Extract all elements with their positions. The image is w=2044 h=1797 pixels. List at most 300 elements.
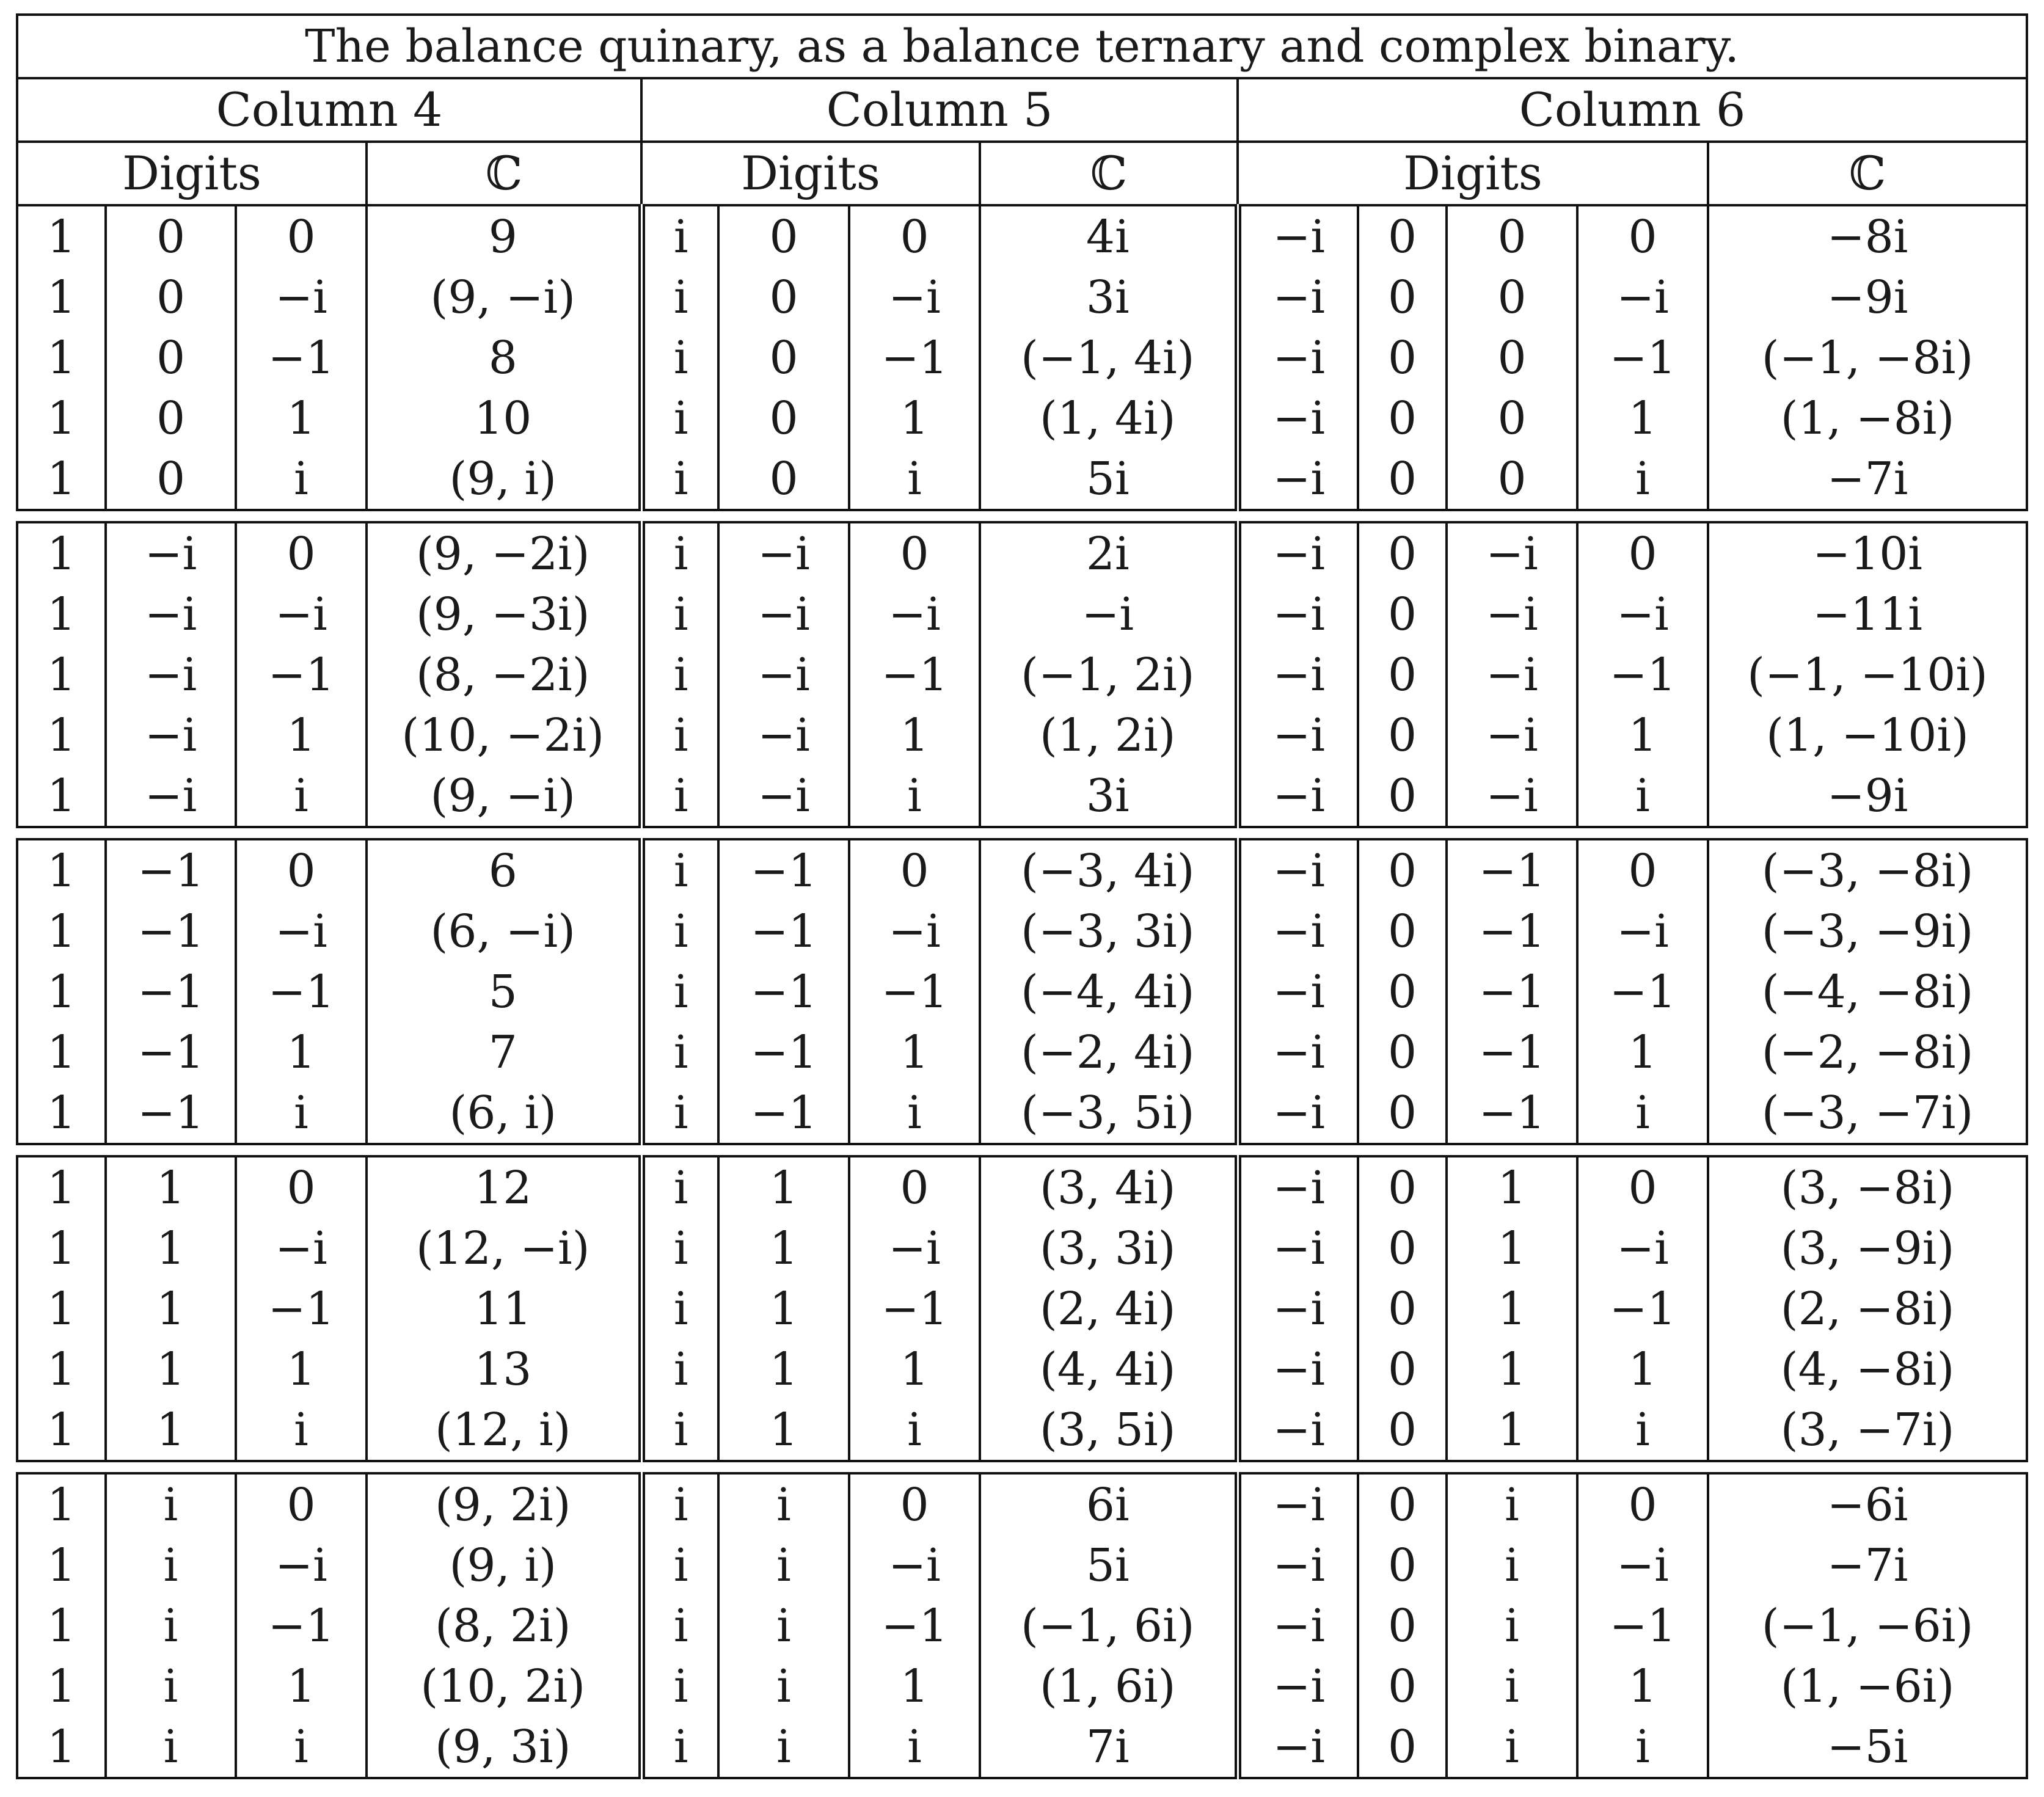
c6-digit-1-cell: −i [1238,765,1358,827]
c4-digit-1-cell: 1 [17,644,106,705]
c6-digit-1-cell: −i [1238,388,1358,448]
table-row [17,1399,2027,1461]
column-6-digits-header: Digits [1238,142,1708,205]
c5-digit-2-cell: i [718,1473,849,1535]
c6-digit-3-cell: −i [1447,522,1577,584]
c6-complex-cell: −10i [1708,522,2027,584]
c5-digit-1-cell: i [641,1156,718,1218]
c6-digit-2-cell: 0 [1358,644,1447,705]
group-separator [17,1144,2027,1156]
c6-digit-4-cell: −1 [1577,644,1708,705]
c6-digit-2-cell: 0 [1358,584,1447,644]
c6-digit-4-cell: 1 [1577,1656,1708,1716]
c5-digit-2-cell: 0 [718,327,849,388]
c6-complex-cell: −8i [1708,205,2027,267]
c5-digit-2-cell: i [718,1656,849,1716]
c6-complex-cell: −9i [1708,765,2027,827]
c6-complex-cell: (−1, −6i) [1708,1595,2027,1656]
c4-complex-cell: (6, −i) [367,901,641,961]
c6-digit-4-cell: 0 [1577,522,1708,584]
c6-digit-4-cell: −1 [1577,1595,1708,1656]
row-group [17,205,2027,510]
c5-digit-1-cell: i [641,1473,718,1535]
c4-digit-3-cell: i [236,765,367,827]
quinary-table-frame [16,13,2026,1779]
c6-digit-3-cell: 0 [1447,388,1577,448]
c4-digit-2-cell: −1 [106,901,236,961]
c5-complex-cell: (−1, 4i) [980,327,1238,388]
c5-digit-1-cell: i [641,448,718,510]
c4-digit-3-cell: 1 [236,1022,367,1082]
c5-digit-2-cell: −1 [718,1022,849,1082]
c4-digit-2-cell: 0 [106,205,236,267]
c5-complex-cell: (3, 5i) [980,1399,1238,1461]
c4-digit-3-cell: −1 [236,644,367,705]
c6-complex-cell: −5i [1708,1716,2027,1778]
c6-complex-cell: (−3, −8i) [1708,839,2027,901]
c4-complex-cell: (10, 2i) [367,1656,641,1716]
c4-digit-1-cell: 1 [17,1473,106,1535]
c5-digit-3-cell: −i [849,1218,980,1278]
column-4-digits-header: Digits [17,142,367,205]
c6-digit-1-cell: −i [1238,1339,1358,1399]
row-group [17,1473,2027,1778]
c6-complex-cell: (3, −8i) [1708,1156,2027,1218]
c5-complex-cell: 2i [980,522,1238,584]
c6-digit-4-cell: i [1577,448,1708,510]
c5-digit-1-cell: i [641,705,718,765]
c5-digit-2-cell: −1 [718,961,849,1022]
c4-digit-1-cell: 1 [17,522,106,584]
c5-digit-3-cell: 0 [849,1473,980,1535]
c6-digit-3-cell: 0 [1447,448,1577,510]
c4-digit-3-cell: 0 [236,1473,367,1535]
c6-digit-4-cell: −1 [1577,1278,1708,1339]
c4-digit-2-cell: −1 [106,1022,236,1082]
column-5-digits-header: Digits [641,142,980,205]
c5-digit-2-cell: 0 [718,388,849,448]
c6-digit-3-cell: 1 [1447,1399,1577,1461]
c5-digit-1-cell: i [641,1022,718,1082]
c5-digit-3-cell: −1 [849,1278,980,1339]
c6-digit-2-cell: 0 [1358,522,1447,584]
c6-digit-1-cell: −i [1238,1716,1358,1778]
c4-digit-3-cell: −1 [236,327,367,388]
c6-complex-cell: (4, −8i) [1708,1339,2027,1399]
c4-digit-2-cell: 0 [106,388,236,448]
c4-digit-1-cell: 1 [17,584,106,644]
c4-digit-2-cell: 1 [106,1218,236,1278]
c5-digit-2-cell: −i [718,765,849,827]
c6-digit-4-cell: i [1577,1399,1708,1461]
c4-digit-3-cell: 0 [236,522,367,584]
c6-digit-4-cell: i [1577,1716,1708,1778]
c4-digit-1-cell: 1 [17,1535,106,1595]
c4-complex-cell: 9 [367,205,641,267]
c6-digit-1-cell: −i [1238,961,1358,1022]
c5-complex-cell: 3i [980,267,1238,327]
c4-digit-3-cell: −1 [236,961,367,1022]
c6-digit-2-cell: 0 [1358,1022,1447,1082]
c6-digit-3-cell: i [1447,1656,1577,1716]
row-group [17,839,2027,1144]
c4-complex-cell: 13 [367,1339,641,1399]
c6-digit-2-cell: 0 [1358,765,1447,827]
column-6-header: Column 6 [1238,78,2027,142]
c5-complex-cell: −i [980,584,1238,644]
table-row [17,1082,2027,1144]
c6-digit-2-cell: 0 [1358,205,1447,267]
c4-complex-cell: (8, 2i) [367,1595,641,1656]
c4-digit-2-cell: −i [106,644,236,705]
c6-complex-cell: −6i [1708,1473,2027,1535]
c6-digit-1-cell: −i [1238,839,1358,901]
c4-digit-2-cell: i [106,1716,236,1778]
c5-digit-3-cell: −i [849,1535,980,1595]
c6-digit-4-cell: −i [1577,584,1708,644]
c6-digit-3-cell: −1 [1447,1082,1577,1144]
c5-complex-cell: (1, 4i) [980,388,1238,448]
c5-complex-cell: 6i [980,1473,1238,1535]
c5-digit-1-cell: i [641,1595,718,1656]
c5-digit-1-cell: i [641,388,718,448]
c6-digit-1-cell: −i [1238,705,1358,765]
c4-complex-cell: 10 [367,388,641,448]
c5-digit-3-cell: i [849,765,980,827]
column-5-header: Column 5 [641,78,1238,142]
c4-digit-3-cell: 0 [236,1156,367,1218]
c4-complex-cell: (9, 3i) [367,1716,641,1778]
c6-complex-cell: (1, −6i) [1708,1656,2027,1716]
c5-digit-2-cell: −1 [718,839,849,901]
c4-digit-2-cell: −i [106,584,236,644]
c5-complex-cell: (−3, 3i) [980,901,1238,961]
c6-complex-cell: (−1, −10i) [1708,644,2027,705]
c4-digit-2-cell: −1 [106,1082,236,1144]
c4-digit-2-cell: i [106,1656,236,1716]
c6-digit-2-cell: 0 [1358,1339,1447,1399]
c5-digit-1-cell: i [641,584,718,644]
c6-digit-2-cell: 0 [1358,1535,1447,1595]
c5-digit-3-cell: i [849,1082,980,1144]
c5-complex-cell: (−3, 4i) [980,839,1238,901]
c5-complex-cell: (3, 4i) [980,1156,1238,1218]
c4-digit-2-cell: −1 [106,839,236,901]
c6-digit-1-cell: −i [1238,1082,1358,1144]
c5-complex-cell: (−2, 4i) [980,1022,1238,1082]
c4-digit-1-cell: 1 [17,448,106,510]
c6-digit-2-cell: 0 [1358,705,1447,765]
column-5-complex-header: ℂ [980,142,1238,205]
c6-digit-1-cell: −i [1238,448,1358,510]
c5-digit-3-cell: 1 [849,705,980,765]
c6-digit-3-cell: 1 [1447,1156,1577,1218]
c4-digit-2-cell: 1 [106,1278,236,1339]
table-row [17,644,2027,705]
c5-digit-3-cell: i [849,1716,980,1778]
c6-digit-1-cell: −i [1238,901,1358,961]
c5-digit-1-cell: i [641,327,718,388]
c6-complex-cell: −9i [1708,267,2027,327]
table-row [17,388,2027,448]
c5-digit-3-cell: 0 [849,205,980,267]
c6-digit-4-cell: 0 [1577,1156,1708,1218]
c5-digit-3-cell: −i [849,267,980,327]
c5-digit-3-cell: −1 [849,327,980,388]
c4-digit-1-cell: 1 [17,1278,106,1339]
c6-digit-3-cell: −i [1447,644,1577,705]
balance-quinary-table [16,13,2028,1779]
c5-complex-cell: 3i [980,765,1238,827]
c6-digit-1-cell: −i [1238,205,1358,267]
c5-digit-3-cell: 1 [849,1656,980,1716]
c6-digit-3-cell: 0 [1447,267,1577,327]
c5-digit-2-cell: −i [718,584,849,644]
c4-digit-3-cell: 0 [236,205,367,267]
c5-digit-3-cell: 1 [849,1339,980,1399]
c5-digit-2-cell: −i [718,705,849,765]
c5-digit-1-cell: i [641,1339,718,1399]
c5-digit-3-cell: −1 [849,644,980,705]
c4-digit-3-cell: 0 [236,839,367,901]
c6-digit-1-cell: −i [1238,1473,1358,1535]
c6-digit-2-cell: 0 [1358,1716,1447,1778]
c4-complex-cell: (9, 2i) [367,1473,641,1535]
table-row [17,765,2027,827]
c6-digit-2-cell: 0 [1358,327,1447,388]
c6-digit-3-cell: −i [1447,705,1577,765]
c6-complex-cell: (3, −9i) [1708,1218,2027,1278]
c5-digit-3-cell: 0 [849,522,980,584]
row-group [17,1156,2027,1461]
c5-digit-2-cell: 1 [718,1156,849,1218]
c4-complex-cell: 8 [367,327,641,388]
table-row [17,705,2027,765]
c4-complex-cell: (9, −i) [367,267,641,327]
c5-digit-2-cell: i [718,1595,849,1656]
c5-complex-cell: 5i [980,1535,1238,1595]
c4-digit-1-cell: 1 [17,765,106,827]
c6-complex-cell: −7i [1708,448,2027,510]
c6-digit-4-cell: −1 [1577,327,1708,388]
c4-digit-1-cell: 1 [17,1339,106,1399]
c5-digit-3-cell: i [849,1399,980,1461]
c4-complex-cell: (6, i) [367,1082,641,1144]
c4-complex-cell: 5 [367,961,641,1022]
row-group [17,522,2027,827]
c5-complex-cell: (4, 4i) [980,1339,1238,1399]
c6-digit-2-cell: 0 [1358,1473,1447,1535]
c6-digit-3-cell: −i [1447,765,1577,827]
c6-digit-3-cell: 0 [1447,327,1577,388]
c4-complex-cell: (9, −i) [367,765,641,827]
c6-digit-4-cell: 1 [1577,388,1708,448]
c6-digit-2-cell: 0 [1358,1278,1447,1339]
c5-digit-2-cell: i [718,1716,849,1778]
c5-digit-2-cell: −1 [718,901,849,961]
c6-digit-3-cell: i [1447,1716,1577,1778]
c4-digit-2-cell: 1 [106,1339,236,1399]
c5-digit-3-cell: −1 [849,1595,980,1656]
c4-complex-cell: (12, −i) [367,1218,641,1278]
c4-digit-3-cell: i [236,1716,367,1778]
c6-digit-2-cell: 0 [1358,961,1447,1022]
c6-digit-1-cell: −i [1238,1022,1358,1082]
c5-digit-2-cell: 1 [718,1339,849,1399]
c4-digit-1-cell: 1 [17,1156,106,1218]
table-row [17,1339,2027,1399]
table-row [17,1218,2027,1278]
c6-digit-2-cell: 0 [1358,1082,1447,1144]
c5-complex-cell: (3, 3i) [980,1218,1238,1278]
c6-digit-3-cell: 1 [1447,1339,1577,1399]
c6-digit-2-cell: 0 [1358,1399,1447,1461]
c4-digit-1-cell: 1 [17,1082,106,1144]
c4-complex-cell: 11 [367,1278,641,1339]
c4-digit-1-cell: 1 [17,327,106,388]
c4-digit-3-cell: i [236,1082,367,1144]
c4-digit-1-cell: 1 [17,1399,106,1461]
c6-complex-cell: (1, −8i) [1708,388,2027,448]
c4-digit-3-cell: −1 [236,1595,367,1656]
c4-complex-cell: (9, −3i) [367,584,641,644]
c6-digit-3-cell: 1 [1447,1278,1577,1339]
c4-digit-1-cell: 1 [17,901,106,961]
c6-complex-cell: −7i [1708,1535,2027,1595]
c4-digit-3-cell: −i [236,901,367,961]
c6-digit-1-cell: −i [1238,327,1358,388]
c5-complex-cell: 7i [980,1716,1238,1778]
column-4-complex-header: ℂ [367,142,641,205]
c4-complex-cell: (8, −2i) [367,644,641,705]
c6-digit-4-cell: −i [1577,901,1708,961]
c4-digit-3-cell: 1 [236,1339,367,1399]
c6-digit-3-cell: −i [1447,584,1577,644]
c6-digit-4-cell: −1 [1577,961,1708,1022]
c4-digit-3-cell: 1 [236,705,367,765]
c4-digit-1-cell: 1 [17,705,106,765]
c4-digit-2-cell: i [106,1473,236,1535]
c6-digit-1-cell: −i [1238,267,1358,327]
c6-digit-3-cell: i [1447,1473,1577,1535]
table-row [17,448,2027,510]
c4-digit-2-cell: −i [106,705,236,765]
c6-complex-cell: −11i [1708,584,2027,644]
c6-digit-4-cell: 0 [1577,839,1708,901]
c6-digit-1-cell: −i [1238,644,1358,705]
c5-complex-cell: 4i [980,205,1238,267]
table-row [17,1473,2027,1535]
c5-digit-3-cell: −i [849,584,980,644]
table-row [17,1535,2027,1595]
c6-digit-2-cell: 0 [1358,901,1447,961]
c4-complex-cell: (9, −2i) [367,522,641,584]
c5-digit-1-cell: i [641,961,718,1022]
table-row [17,839,2027,901]
c4-digit-3-cell: i [236,448,367,510]
c5-digit-1-cell: i [641,205,718,267]
c6-digit-4-cell: 1 [1577,1339,1708,1399]
c5-digit-2-cell: −1 [718,1082,849,1144]
c5-digit-2-cell: −i [718,522,849,584]
c5-digit-1-cell: i [641,765,718,827]
c4-digit-2-cell: −i [106,765,236,827]
c6-digit-1-cell: −i [1238,1595,1358,1656]
c6-digit-3-cell: i [1447,1535,1577,1595]
c5-digit-3-cell: −1 [849,961,980,1022]
c4-digit-2-cell: 0 [106,267,236,327]
c6-digit-4-cell: 1 [1577,705,1708,765]
c5-complex-cell: (−4, 4i) [980,961,1238,1022]
c5-complex-cell: (−1, 6i) [980,1595,1238,1656]
c4-digit-2-cell: −1 [106,961,236,1022]
c6-complex-cell: (3, −7i) [1708,1399,2027,1461]
c6-digit-1-cell: −i [1238,1656,1358,1716]
c5-complex-cell: (1, 6i) [980,1656,1238,1716]
c4-digit-3-cell: 1 [236,1656,367,1716]
c4-complex-cell: (12, i) [367,1399,641,1461]
c6-digit-4-cell: −i [1577,267,1708,327]
c6-digit-2-cell: 0 [1358,1656,1447,1716]
table-row [17,1656,2027,1716]
c6-complex-cell: (1, −10i) [1708,705,2027,765]
c4-digit-1-cell: 1 [17,1595,106,1656]
c4-digit-2-cell: 0 [106,327,236,388]
c5-digit-2-cell: 0 [718,267,849,327]
table-row [17,961,2027,1022]
c4-digit-2-cell: i [106,1595,236,1656]
c4-digit-1-cell: 1 [17,1022,106,1082]
table-row [17,901,2027,961]
table-row [17,1278,2027,1339]
c5-complex-cell: 5i [980,448,1238,510]
c4-digit-2-cell: 1 [106,1156,236,1218]
c6-digit-1-cell: −i [1238,584,1358,644]
table-row [17,1156,2027,1218]
c5-digit-2-cell: 1 [718,1399,849,1461]
c6-digit-2-cell: 0 [1358,388,1447,448]
c4-digit-1-cell: 1 [17,388,106,448]
c5-digit-2-cell: −i [718,644,849,705]
table-row [17,522,2027,584]
c6-digit-2-cell: 0 [1358,1156,1447,1218]
c6-digit-2-cell: 0 [1358,1218,1447,1278]
table-caption: The balance quinary, as a balance ternary and complex binary. [17,15,2027,78]
c6-complex-cell: (−1, −8i) [1708,327,2027,388]
c4-complex-cell: 12 [367,1156,641,1218]
c6-digit-3-cell: −1 [1447,839,1577,901]
c5-digit-1-cell: i [641,1656,718,1716]
c4-digit-3-cell: 1 [236,388,367,448]
c5-digit-3-cell: −i [849,901,980,961]
group-separator [17,510,2027,522]
c6-digit-3-cell: 1 [1447,1218,1577,1278]
group-separator [17,1461,2027,1473]
c5-digit-2-cell: 1 [718,1218,849,1278]
c5-complex-cell: (−1, 2i) [980,644,1238,705]
c6-complex-cell: (−3, −9i) [1708,901,2027,961]
c5-digit-2-cell: i [718,1535,849,1595]
c6-digit-4-cell: i [1577,1082,1708,1144]
c6-digit-2-cell: 0 [1358,1595,1447,1656]
c4-digit-1-cell: 1 [17,205,106,267]
c4-digit-3-cell: −1 [236,1278,367,1339]
c4-digit-2-cell: i [106,1535,236,1595]
c4-digit-2-cell: 1 [106,1399,236,1461]
c5-digit-1-cell: i [641,1082,718,1144]
c4-digit-1-cell: 1 [17,961,106,1022]
c4-complex-cell: 6 [367,839,641,901]
